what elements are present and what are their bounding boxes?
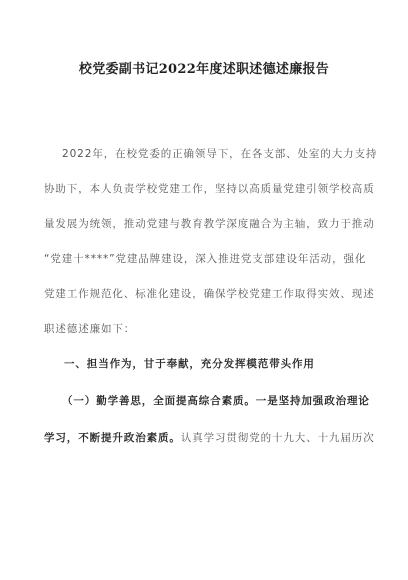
body-text: 认真学习贯彻党的十九大、十九届历次	[180, 432, 375, 444]
paragraph-line: 职述德述廉如下：	[44, 323, 136, 335]
paragraph-line	[44, 431, 375, 445]
paragraph-line: 量发展为统领，推动党建与教育教学深度融合为主轴，致力于推动	[44, 218, 375, 230]
paragraph-line: 2022年，在校党委的正确领导下，在各支部、处室的大力支持	[62, 148, 378, 160]
paragraph-line: 党建工作规范化、标准化建设，确保学校党建工作取得实效、现述	[44, 288, 375, 300]
subsection-heading: （一）勤学善思，全面提高综合素质。一是坚持加强政治理论	[62, 395, 370, 407]
section-heading: 一、担当作为，甘于奉献，充分发挥模范带头作用	[64, 358, 315, 370]
paragraph-line: “党建十****”党建品牌建设，深入推进党支部建设年活动，强化	[44, 253, 367, 265]
emphasis-text: 学习，不断提升政治素质。	[44, 432, 181, 444]
document-title: 校党委副书记2022年度述职述德述廉报告	[78, 62, 330, 77]
paragraph-line: 协助下，本人负责学校党建工作，坚持以高质量党建引领学校高质	[44, 183, 375, 195]
